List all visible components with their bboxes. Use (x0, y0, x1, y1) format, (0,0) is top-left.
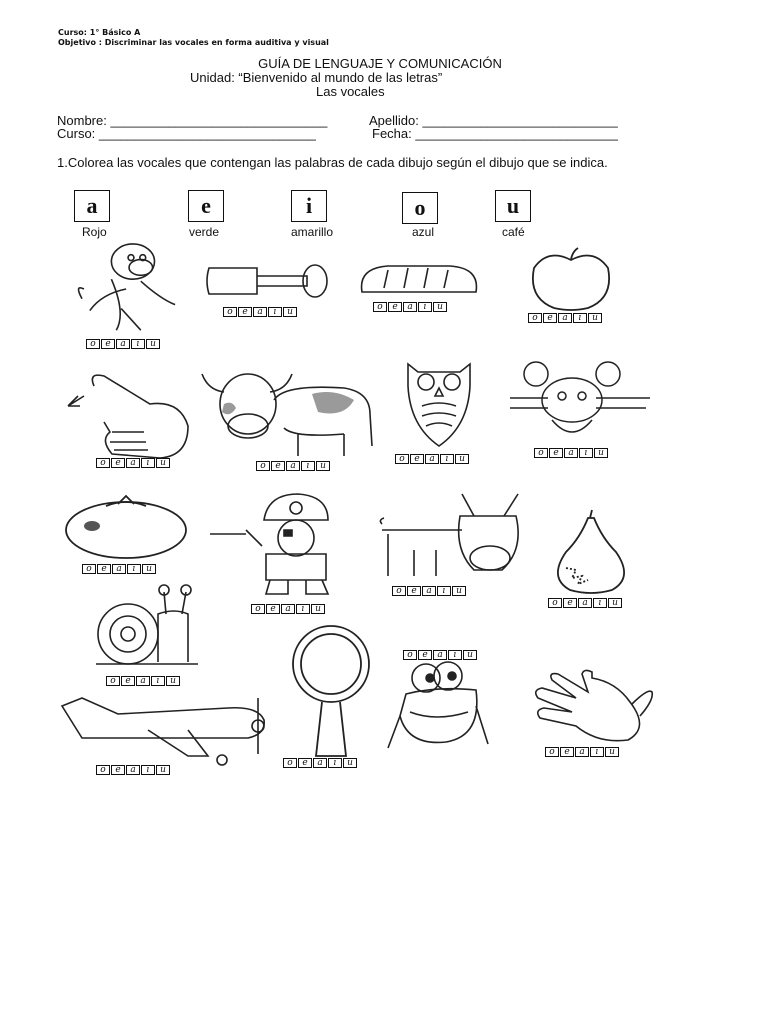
course-field[interactable]: Curso: ______________________________ (57, 126, 316, 141)
strip-letter[interactable]: o (392, 586, 406, 596)
strip-letter[interactable]: u (452, 586, 466, 596)
strip-letter[interactable]: u (455, 454, 469, 464)
strip-letter[interactable]: o (106, 676, 120, 686)
strip-letter[interactable]: i (268, 307, 282, 317)
strip-letter[interactable]: u (588, 313, 602, 323)
strip-letter[interactable]: o (283, 758, 297, 768)
strip-letter[interactable]: a (575, 747, 589, 757)
strip-letter[interactable]: i (328, 758, 342, 768)
date-field[interactable]: Fecha: ____________________________ (372, 126, 618, 141)
topic-title: Las vocales (316, 84, 385, 99)
strip-letter[interactable]: i (579, 448, 593, 458)
strip-letter[interactable]: e (97, 564, 111, 574)
strip-letter[interactable]: a (433, 650, 447, 660)
strip-letter[interactable]: e (121, 676, 135, 686)
strip-letter[interactable]: e (407, 586, 421, 596)
vowel-strip-snail[interactable] (106, 676, 180, 686)
strip-letter[interactable]: e (549, 448, 563, 458)
vowel-strip-frog[interactable] (403, 650, 477, 660)
strip-letter[interactable]: o (223, 307, 237, 317)
finger-image (64, 366, 192, 462)
cow-image (194, 364, 378, 462)
name-field[interactable]: Nombre: ______________________________ (57, 113, 328, 128)
strip-letter[interactable]: i (593, 598, 607, 608)
strip-letter[interactable]: e (271, 461, 285, 471)
strip-letter[interactable]: e (560, 747, 574, 757)
bread-image (358, 262, 480, 298)
strip-letter[interactable]: i (141, 765, 155, 775)
strip-letter[interactable]: o (545, 747, 559, 757)
vowel-strip-monkey[interactable] (86, 339, 160, 349)
vowel-strip-tomato[interactable] (82, 564, 156, 574)
strip-letter[interactable]: o (373, 302, 387, 312)
strip-letter[interactable]: u (608, 598, 622, 608)
vowel-box-u: u (495, 190, 531, 222)
strip-letter[interactable]: u (433, 302, 447, 312)
strip-letter[interactable]: a (253, 307, 267, 317)
hand-image (532, 668, 656, 744)
strip-letter[interactable]: o (528, 313, 542, 323)
objective-label: Objetivo : Discriminar las vocales en forma auditiva y visual (58, 38, 329, 47)
vowel-box-o: o (402, 192, 438, 224)
vowel-strip-mouse[interactable] (534, 448, 608, 458)
monkey-image (72, 240, 190, 338)
strip-letter[interactable]: u (463, 650, 477, 660)
strip-letter[interactable]: e (563, 598, 577, 608)
vowel-box-i: i (291, 190, 327, 222)
strip-letter[interactable]: i (418, 302, 432, 312)
strip-letter[interactable]: u (343, 758, 357, 768)
strip-letter[interactable]: i (296, 604, 310, 614)
strip-letter[interactable]: u (594, 448, 608, 458)
strip-letter[interactable]: o (82, 564, 96, 574)
strip-letter[interactable]: e (543, 313, 557, 323)
strip-letter[interactable]: a (564, 448, 578, 458)
tomato-image (62, 494, 190, 560)
strip-letter[interactable]: u (283, 307, 297, 317)
color-label-amarillo: amarillo (291, 225, 334, 239)
frog-image (386, 656, 490, 754)
strip-letter[interactable]: a (578, 598, 592, 608)
strip-letter[interactable]: i (590, 747, 604, 757)
strip-letter[interactable]: i (127, 564, 141, 574)
color-label-rojo: Rojo (82, 225, 107, 239)
strip-letter[interactable]: i (151, 676, 165, 686)
snail-image (94, 584, 200, 670)
strip-letter[interactable]: o (548, 598, 562, 608)
strip-letter[interactable]: u (142, 564, 156, 574)
strip-letter[interactable]: e (418, 650, 432, 660)
vowel-strip-donkey[interactable] (392, 586, 466, 596)
strip-letter[interactable]: a (286, 461, 300, 471)
strip-letter[interactable]: e (266, 604, 280, 614)
strip-letter[interactable]: u (166, 676, 180, 686)
unit-title: Unidad: “Bienvenido al mundo de las letras” (190, 70, 443, 85)
strip-letter[interactable]: a (126, 765, 140, 775)
strip-letter[interactable]: o (534, 448, 548, 458)
mouse-image (506, 360, 654, 444)
strip-letter[interactable]: e (111, 458, 125, 468)
strip-letter[interactable]: a (126, 458, 140, 468)
strip-letter[interactable]: u (156, 458, 170, 468)
strip-letter[interactable]: a (112, 564, 126, 574)
strip-letter[interactable]: a (558, 313, 572, 323)
vowel-strip-cow[interactable] (256, 461, 330, 471)
vowel-strip-hand[interactable] (545, 747, 619, 757)
strip-letter[interactable]: u (316, 461, 330, 471)
strip-letter[interactable]: i (448, 650, 462, 660)
strip-letter[interactable]: a (313, 758, 327, 768)
strip-letter[interactable]: i (573, 313, 587, 323)
strip-letter[interactable]: u (156, 765, 170, 775)
strip-letter[interactable]: i (131, 339, 145, 349)
strip-letter[interactable]: e (410, 454, 424, 464)
strip-letter[interactable]: i (437, 586, 451, 596)
pirate-image (206, 490, 364, 598)
vowel-strip-pirate[interactable] (251, 604, 325, 614)
vowel-box-e: e (188, 190, 224, 222)
pear-image (546, 508, 636, 594)
strip-letter[interactable]: u (311, 604, 325, 614)
strip-letter[interactable]: o (96, 765, 110, 775)
surname-field[interactable]: Apellido: ___________________________ (369, 113, 618, 128)
vowel-strip-magnifier[interactable] (283, 758, 357, 768)
instruction-text: 1.Colorea las vocales que contengan las palabras de cada dibujo según el dibujo que se indica. (57, 155, 608, 170)
strip-letter[interactable]: i (301, 461, 315, 471)
vowel-strip-pear[interactable] (548, 598, 622, 608)
strip-letter[interactable]: i (141, 458, 155, 468)
strip-letter[interactable]: a (281, 604, 295, 614)
strip-letter[interactable]: a (116, 339, 130, 349)
strip-letter[interactable]: u (146, 339, 160, 349)
strip-letter[interactable]: i (440, 454, 454, 464)
strip-letter[interactable]: a (136, 676, 150, 686)
strip-letter[interactable]: e (298, 758, 312, 768)
strip-letter[interactable]: o (403, 650, 417, 660)
strip-letter[interactable]: e (238, 307, 252, 317)
course-label: Curso: 1° Básico A (58, 28, 141, 37)
guide-title: GUÍA DE LENGUAJE Y COMUNICACIÓN (258, 56, 502, 71)
strip-letter[interactable]: o (96, 458, 110, 468)
strip-letter[interactable]: o (251, 604, 265, 614)
apple-image (528, 246, 614, 312)
donkey-image (378, 490, 528, 586)
strip-letter[interactable]: u (605, 747, 619, 757)
strip-letter[interactable]: a (422, 586, 436, 596)
color-label-verde: verde (189, 225, 220, 239)
strip-letter[interactable]: o (395, 454, 409, 464)
vowel-strip-finger[interactable] (96, 458, 170, 468)
vowel-strip-shovel[interactable] (223, 307, 297, 317)
color-label-azul: azul (412, 225, 435, 239)
magnifier-image (286, 624, 376, 758)
strip-letter[interactable]: a (425, 454, 439, 464)
color-label-cafe: café (502, 225, 525, 239)
vowel-strip-airplane[interactable] (96, 765, 170, 775)
strip-letter[interactable]: o (256, 461, 270, 471)
strip-letter[interactable]: e (101, 339, 115, 349)
vowel-strip-owl[interactable] (395, 454, 469, 464)
airplane-image (58, 694, 270, 766)
vowel-box-a: a (74, 190, 110, 222)
strip-letter[interactable]: e (388, 302, 402, 312)
strip-letter[interactable]: o (86, 339, 100, 349)
strip-letter[interactable]: a (403, 302, 417, 312)
vowel-strip-apple[interactable] (528, 313, 602, 323)
shovel-image (207, 262, 329, 300)
strip-letter[interactable]: e (111, 765, 125, 775)
vowel-strip-bread[interactable] (373, 302, 447, 312)
owl-image (398, 356, 480, 452)
